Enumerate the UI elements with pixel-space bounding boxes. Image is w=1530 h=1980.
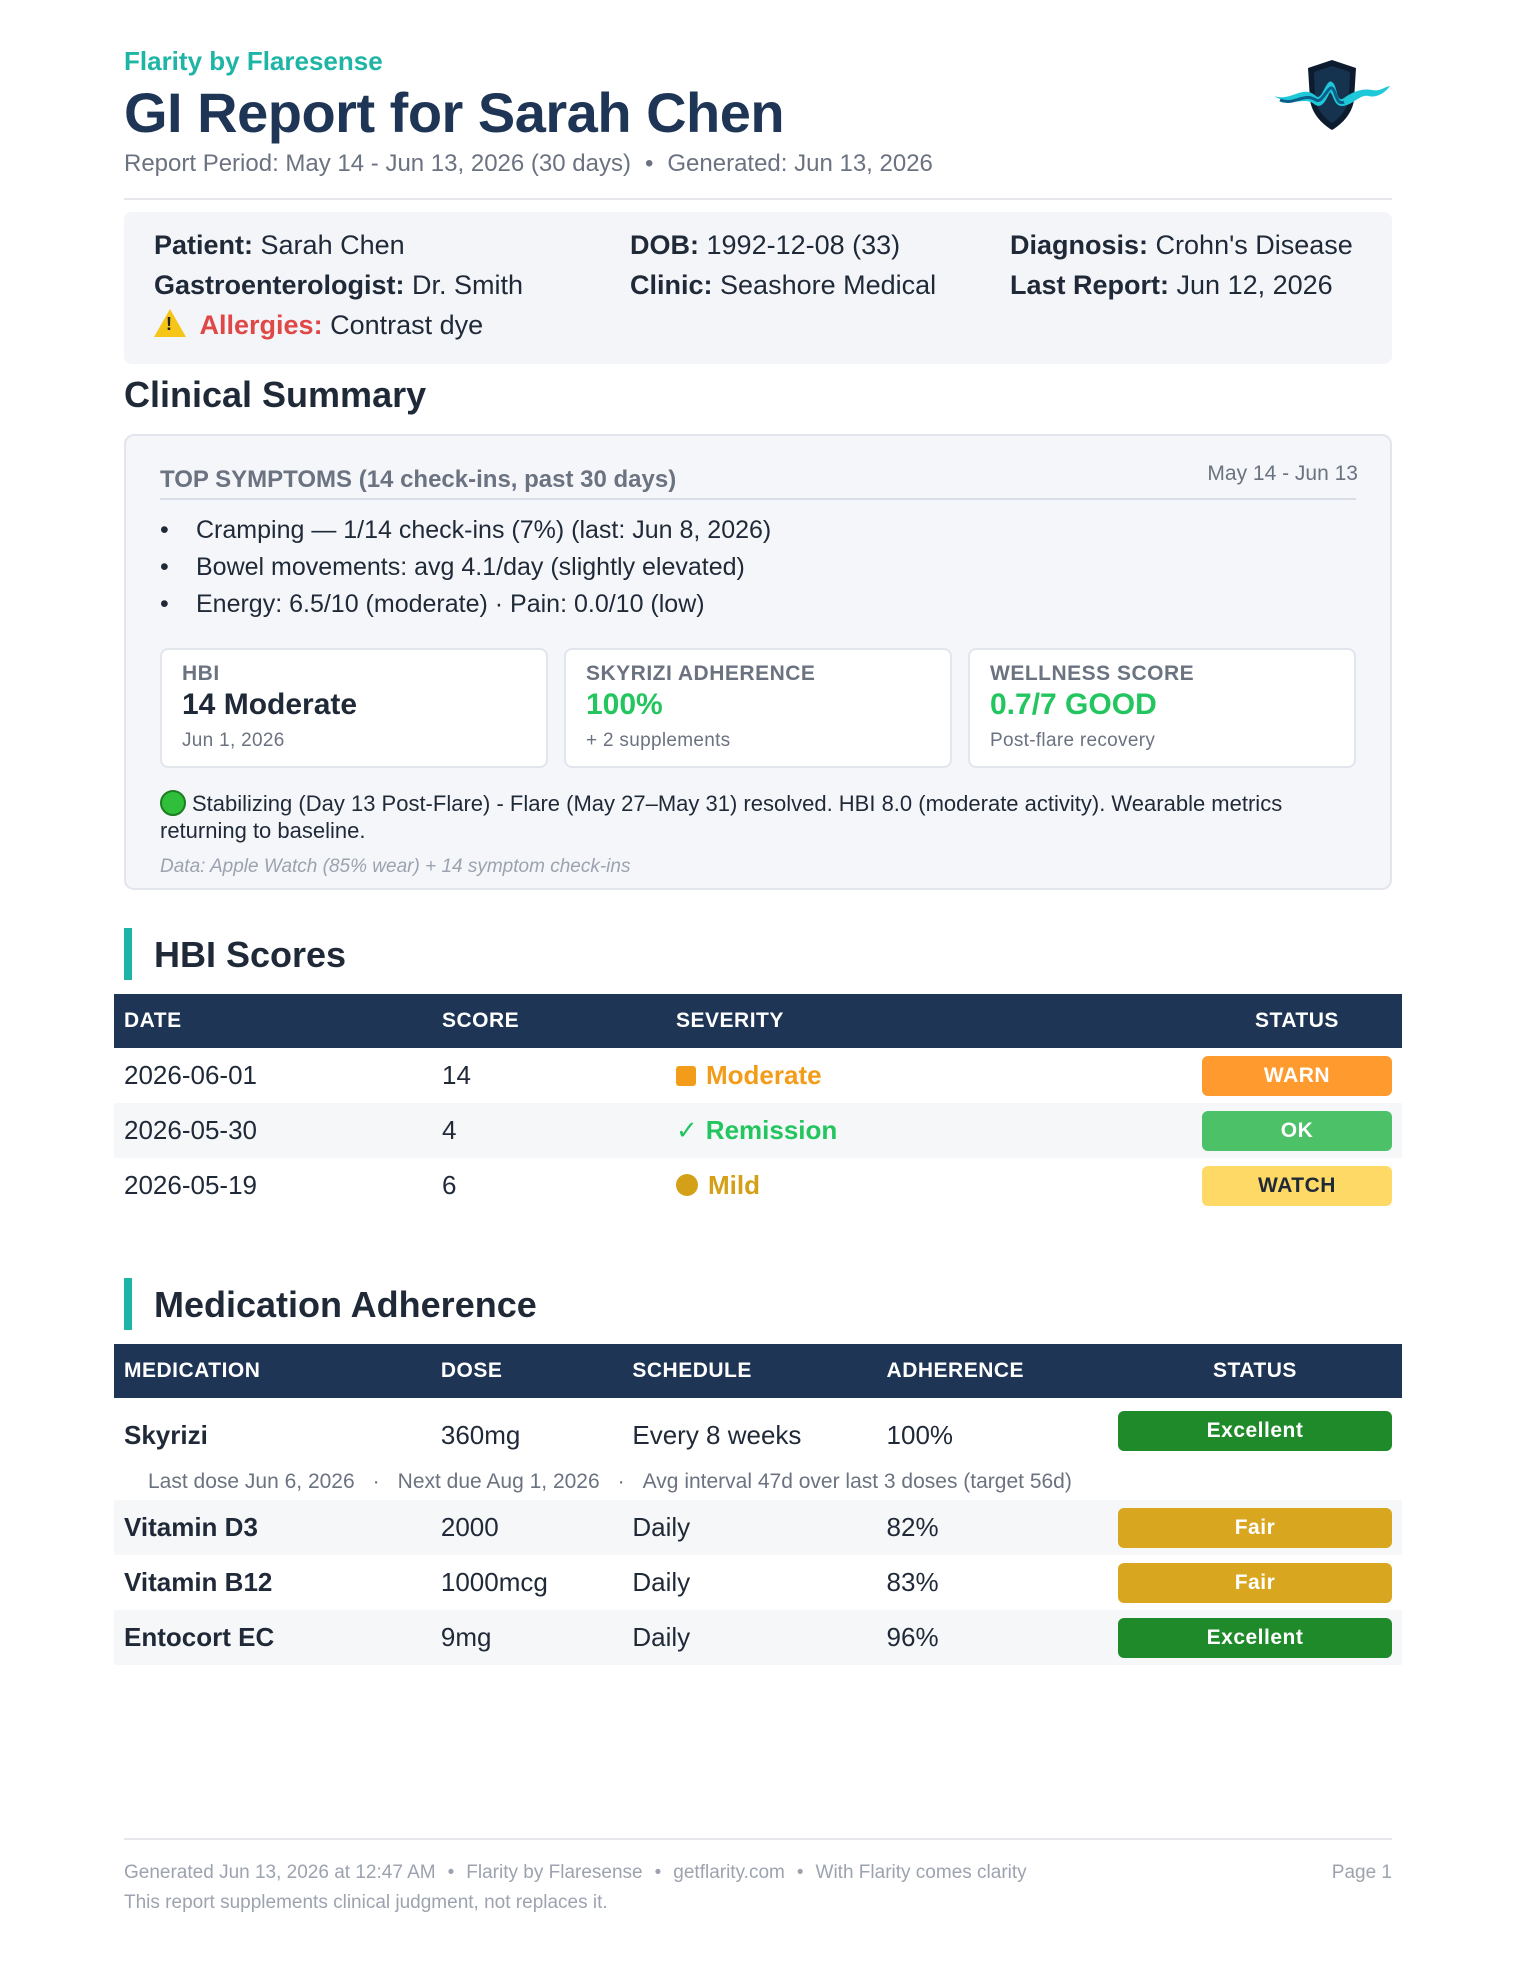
- checkmark-icon: ✓: [676, 1115, 698, 1145]
- score-cell: 6: [442, 1170, 457, 1200]
- table-row: [114, 1398, 1402, 1464]
- card-label: SKYRIZI ADHERENCE: [586, 662, 816, 685]
- date-cell: 2026-05-30: [114, 1103, 432, 1158]
- header-divider: [124, 198, 1392, 200]
- status-cell: [1108, 1555, 1402, 1610]
- adherence-cell: 100%: [886, 1419, 954, 1450]
- dose-cell: 9mg: [431, 1610, 623, 1665]
- medication-name: Vitamin D3: [114, 1500, 431, 1555]
- green-status-dot-icon: [160, 790, 186, 816]
- dose-cell: 2000: [431, 1500, 623, 1555]
- dose-note: Last dose Jun 6, 2026 · Next due Aug 1, 2026 · Avg interval 47d over last 3 doses (target 56d): [148, 1470, 1072, 1493]
- status-cell: [1108, 1398, 1402, 1464]
- medication-name: Vitamin B12: [124, 1567, 273, 1597]
- dob-field: DOB: 1992-12-08 (33): [630, 230, 901, 260]
- data-source-note: Data: Apple Watch (85% wear) + 14 symptom check-ins: [160, 856, 631, 877]
- report-period-line: [124, 150, 933, 178]
- card-value: 0.7/7 GOOD: [990, 688, 1157, 721]
- column-header: ADHERENCE: [877, 1344, 1108, 1398]
- schedule-cell: Daily: [622, 1610, 876, 1665]
- list-item: • Cramping — 1/14 check-ins (7%) (last: Jun 8, 2026): [160, 516, 772, 544]
- status-cell: [1108, 1500, 1402, 1555]
- column-header: SEVERITY: [666, 994, 1192, 1048]
- report-period: Report Period: May 14 - Jun 13, 2026 (30 days): [124, 150, 631, 177]
- column-header: SCORE: [432, 994, 666, 1048]
- footer-tagline: With Flarity comes clarity: [815, 1862, 1027, 1883]
- patient-info-panel: [124, 212, 1392, 364]
- last-report-field: Last Report: Jun 12, 2026: [1010, 270, 1333, 300]
- status-badge: OK: [1202, 1111, 1392, 1151]
- status-badge: WARN: [1202, 1056, 1392, 1096]
- card-value: 14 Moderate: [182, 688, 358, 721]
- table-row: [114, 1500, 1402, 1555]
- summary-date-range: May 14 - Jun 13: [1207, 462, 1358, 485]
- status-cell: [1192, 1103, 1402, 1158]
- circle-icon: [676, 1174, 698, 1196]
- column-header: STATUS: [1192, 994, 1402, 1048]
- adherence-cell: 83%: [886, 1567, 939, 1597]
- shield-wave-logo-icon: [1272, 56, 1392, 132]
- skyrizi-dose-note-row: [114, 1464, 1402, 1500]
- hbi-table: [114, 994, 1402, 1213]
- allergies-field: ! Allergies: Contrast dye: [154, 309, 483, 341]
- card-label: WELLNESS SCORE: [990, 662, 1195, 685]
- status-badge: Excellent: [1118, 1618, 1392, 1658]
- warning-icon: !: [154, 309, 186, 337]
- card-subtext: + 2 supplements: [586, 730, 731, 751]
- schedule-cell: Daily: [622, 1500, 876, 1555]
- status-badge: Fair: [1118, 1563, 1392, 1603]
- footer-line: Generated Jun 13, 2026 at 12:47 AM • Flarity by Flaresense • getflarity.com • With Flarity comes clarity: [124, 1862, 1027, 1883]
- status-cell: [1192, 1158, 1402, 1213]
- card-subtext: Jun 1, 2026: [182, 730, 285, 751]
- top-symptoms-title: TOP SYMPTOMS (14 check-ins, past 30 days): [160, 466, 677, 493]
- severity-cell: Moderate: [666, 1048, 1192, 1103]
- footer-divider: [124, 1838, 1392, 1840]
- gastroenterologist-field: Gastroenterologist: Dr. Smith: [154, 270, 524, 300]
- skyrizi-adherence-card: [564, 648, 952, 768]
- column-header: DOSE: [431, 1344, 623, 1398]
- card-subtext: Post-flare recovery: [990, 730, 1156, 751]
- dose-cell: 1000mcg: [440, 1567, 548, 1597]
- date-cell: 2026-05-19: [124, 1170, 257, 1200]
- medication-adherence-heading: Medication Adherence: [154, 1284, 537, 1325]
- section-accent-bar: [124, 1278, 132, 1330]
- separator-dot: •: [644, 150, 654, 177]
- column-header: DATE: [114, 994, 432, 1048]
- score-cell: 14: [442, 1060, 471, 1090]
- adherence-cell: 96%: [877, 1610, 1108, 1665]
- brand-name: Flarity by Flaresense: [124, 46, 383, 76]
- wellness-score-card: [968, 648, 1356, 768]
- hbi-scores-heading: HBI Scores: [154, 934, 347, 975]
- table-header-row: [114, 1344, 1402, 1398]
- score-cell: 4: [432, 1103, 666, 1158]
- footer-site-link[interactable]: getflarity.com: [673, 1862, 785, 1883]
- hbi-card: [160, 648, 548, 768]
- table-header-row: [114, 994, 1402, 1048]
- page-number: Page 1: [1331, 1862, 1392, 1883]
- footer-generated: Generated Jun 13, 2026 at 12:47 AM: [124, 1862, 436, 1883]
- column-header: STATUS: [1108, 1344, 1402, 1398]
- card-label: HBI: [182, 662, 220, 685]
- patient-field: Patient: Sarah Chen: [154, 230, 405, 260]
- footer-brand: Flarity by Flaresense: [466, 1862, 643, 1883]
- status-badge: Fair: [1118, 1508, 1392, 1548]
- schedule-cell: Daily: [632, 1567, 691, 1597]
- report-title: GI Report for Sarah Chen: [124, 81, 785, 144]
- schedule-cell: Every 8 weeks: [632, 1419, 802, 1450]
- clinical-summary-panel: [124, 434, 1392, 890]
- diagnosis-field: Diagnosis: Crohn's Disease: [1010, 230, 1353, 260]
- card-value: 100%: [586, 688, 663, 721]
- status-badge: Excellent: [1118, 1411, 1392, 1451]
- square-icon: [676, 1066, 696, 1086]
- symptom-list: [160, 512, 1356, 623]
- medication-name: Entocort EC: [114, 1610, 431, 1665]
- medication-name: Skyrizi: [124, 1419, 208, 1450]
- clinical-summary-heading: Clinical Summary: [124, 374, 427, 415]
- status-cell: [1192, 1048, 1402, 1103]
- column-header: SCHEDULE: [622, 1344, 876, 1398]
- footer-disclaimer: This report supplements clinical judgment, not replaces it.: [124, 1892, 608, 1913]
- clinic-field: Clinic: Seashore Medical: [630, 270, 937, 300]
- date-cell: 2026-06-01: [124, 1060, 257, 1090]
- status-cell: [1108, 1610, 1402, 1665]
- table-row: [114, 1610, 1402, 1665]
- severity-cell: Mild: [666, 1158, 1192, 1213]
- status-summary: Stabilizing (Day 13 Post-Flare) - Flare (May 27–May 31) resolved. HBI 8.0 (moderate activity). Wearable metrics returning to baseline.: [160, 791, 1283, 843]
- adherence-cell: 82%: [877, 1500, 1108, 1555]
- column-header: MEDICATION: [114, 1344, 431, 1398]
- list-item: • Bowel movements: avg 4.1/day (slightly elevated): [160, 553, 745, 581]
- generated-date: Generated: Jun 13, 2026: [667, 150, 933, 177]
- medication-table: [114, 1344, 1402, 1665]
- table-row: [114, 1103, 1402, 1158]
- dose-cell: 360mg: [440, 1419, 521, 1450]
- table-row: [114, 1048, 1402, 1103]
- status-badge: WATCH: [1202, 1166, 1392, 1206]
- table-row: [114, 1555, 1402, 1610]
- section-accent-bar: [124, 928, 132, 980]
- table-row: [114, 1158, 1402, 1213]
- severity-cell: ✓ Remission: [666, 1103, 1192, 1158]
- summary-divider: [160, 498, 1356, 500]
- list-item: • Energy: 6.5/10 (moderate) · Pain: 0.0/10 (low): [160, 590, 705, 618]
